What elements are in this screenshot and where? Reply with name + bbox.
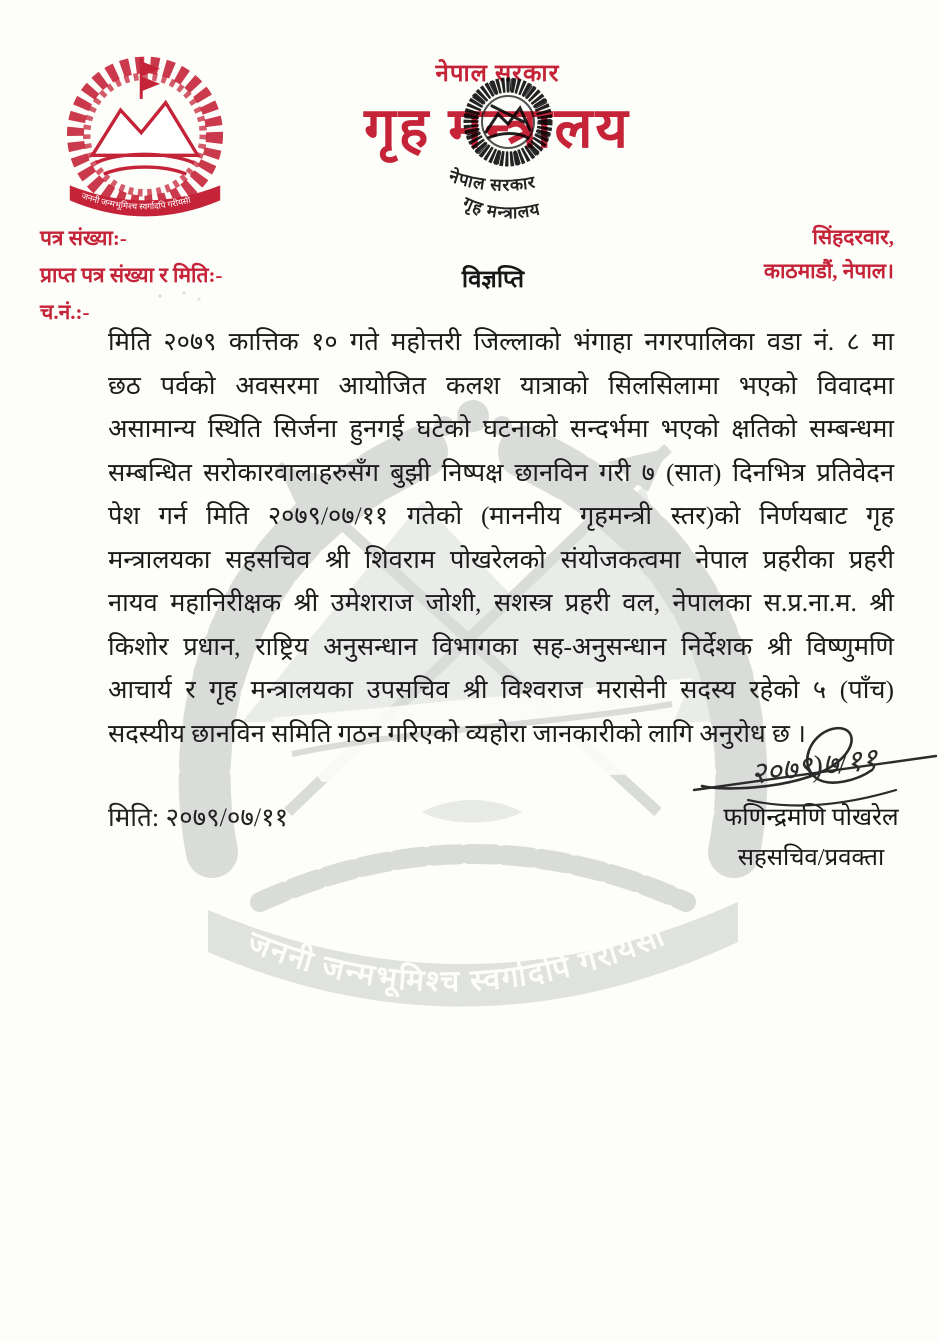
svg-text:गृह मन्त्रालय: [459, 193, 543, 222]
ministry-stamp-icon: [430, 76, 590, 234]
body-line: पेश गर्न मिति २०७९/०७/११ गतेको (माननीय गृहमन्त्री स्तर)को निर्णयबाट गृह: [108, 501, 894, 530]
watermark-motto: जननी जन्मभूमिश्च स्वर्गादपि गरीयसी: [243, 919, 671, 999]
body-line: मन्त्रालयका सहसचिव श्री शिवराम पोखरेलको संयोजकत्वमा नेपाल प्रहरीका प्रहरी: [108, 544, 894, 574]
stamp-text-bottom: गृह मन्त्रालय: [460, 193, 543, 223]
address-line-1: सिंहदरवार,: [812, 225, 894, 249]
government-title: नेपाल सरकार: [435, 61, 560, 87]
body-line: असामान्य स्थिति सिर्जना हुनगई घटेको घटनाको सन्दर्भमा भएको क्षतिको सम्बन्धमा: [108, 414, 894, 443]
svg-text:नेपाल सरकार: [446, 165, 538, 195]
body-line: छठ पर्वको अवसरमा आयोजित कलश यात्राको सिलसिलामा भएको विवादमा: [108, 370, 894, 400]
body-line: नायव महानिरीक्षक श्री उमेशराज जोशी, सशस्त्र प्रहरी वल, नेपालका स.प्र.ना.म. श्री: [108, 588, 894, 617]
letter-number-label: पत्र संख्या:-: [40, 226, 127, 250]
signatory-name: फणिन्द्रमणि पोखरेल: [723, 804, 899, 831]
body-line: आचार्य र गृह मन्त्रालयका उपसचिव श्री विश्वराज मरासेनी सदस्य रहेको ५ (पाँच): [108, 675, 894, 704]
stamp-text-top: नेपाल सरकार: [446, 166, 538, 195]
body-line: किशोर प्रधान, राष्ट्रिय अनुसन्धान विभागका सह-अनुसन्धान निर्देशक श्री विष्णुमणि: [108, 631, 894, 661]
address-line-2: काठमाडौं, नेपाल।: [763, 259, 894, 283]
signatory-title: सहसचिव/प्रवक्ता: [737, 845, 885, 871]
dispatch-number-label: च.नं.:-: [40, 300, 90, 324]
nepal-emblem-icon: [50, 50, 240, 238]
notice-title: विज्ञप्ति: [461, 267, 525, 293]
handwritten-date: २०७९)७/११: [748, 742, 880, 791]
body-paragraph: [108, 320, 894, 755]
ministry-title: गृह मन्त्रालय: [364, 98, 631, 160]
signature-scrawl-icon: [692, 720, 940, 812]
body-line: सम्बन्धित सरोकारवालाहरुसँग बुझी निष्पक्ष छानविन गरी ७ (सात) दिनभित्र प्रतिवेदन: [108, 457, 894, 487]
received-letter-label: प्राप्त पत्र संख्या र मिति:-: [40, 263, 223, 287]
body-line: मिति २०७९ कात्तिक १० गते महोत्तरी जिल्लाको भंगाहा नगरपालिका वडा नं. ८ मा: [108, 327, 894, 356]
issue-date: मिति: २०७९/०७/११: [108, 803, 289, 832]
emblem-motto: जननी जन्मभूमिश्च स्वर्गादपि गरीयसी: [80, 190, 192, 212]
body-line: सदस्यीय छानविन समिति गठन गरिएको व्यहोरा जानकारीको लागि अनुरोध छ ।: [108, 718, 806, 748]
